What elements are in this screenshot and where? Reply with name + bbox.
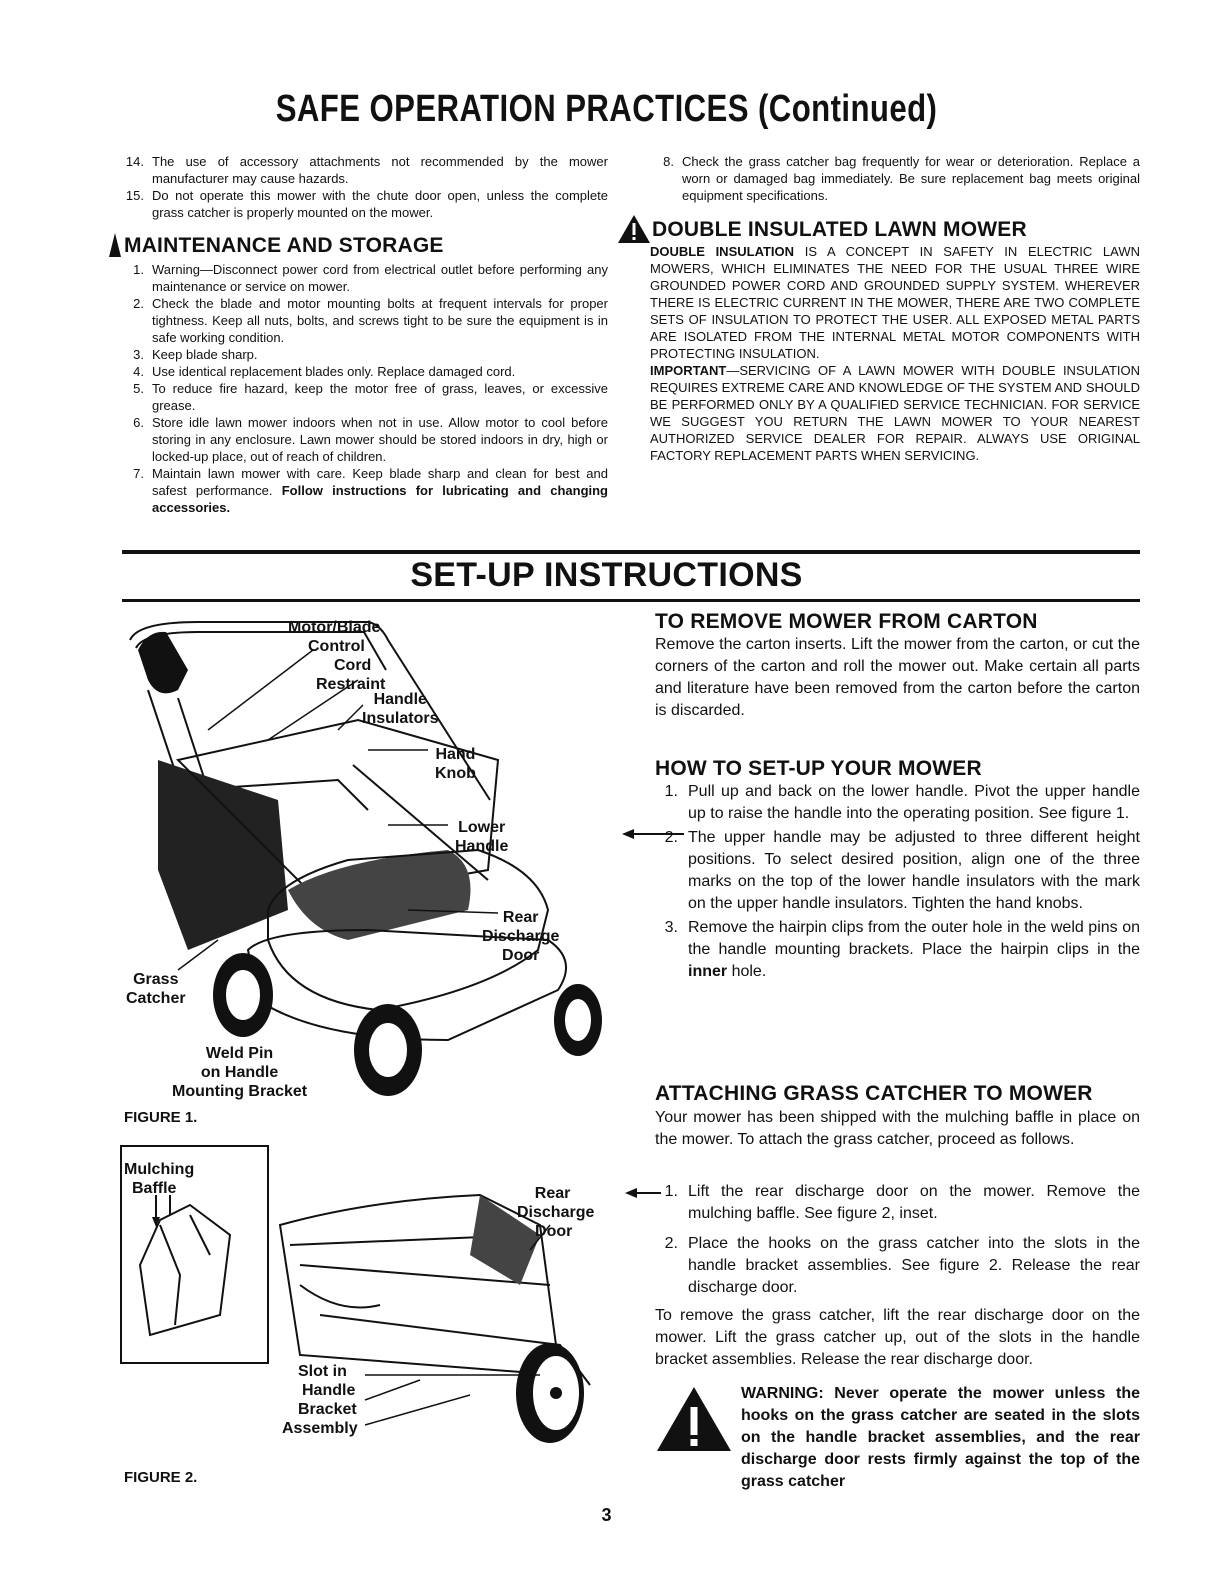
warning-triangle-icon	[617, 214, 651, 244]
label-motor-blade: Motor/Blade Control Cord Restraint	[288, 619, 386, 693]
page-title: SAFE OPERATION PRACTICES (Continued)	[275, 88, 938, 130]
label-rear-discharge-door-2: Rear Discharge Door	[517, 1185, 595, 1240]
remove-text: Remove the carton inserts. Lift the mower from the carton, or cut the corners of the carton and roll the mower out. Make certain all parts and literature have been removed from the carton before the carton is discarded.	[655, 636, 1140, 719]
warning-icon	[108, 231, 122, 261]
divider-top	[122, 550, 1140, 554]
list-item: 2. The upper handle may be adjusted to three different height positions. To select desired position, align one of the three marks on the top of the lower handle insulators with the mark on the upper handle insulators. Tighten the hand knobs.	[664, 829, 1140, 912]
list-item: 8. Check the grass catcher bag frequently for wear or deterioration. Replace a worn or damaged bag immediately. Be sure replacement bag meets original equipment specifications.	[663, 154, 1140, 203]
attach-intro: Your mower has been shipped with the mulching baffle in place on the mower. To attach the grass catcher, proceed as follows.	[655, 1109, 1140, 1148]
label-hand-knob: Hand Knob	[435, 746, 476, 782]
maintenance-list	[120, 261, 608, 516]
list-item: 1. Warning—Disconnect power cord from electrical outlet before performing any maintenance or service on mower.	[133, 262, 608, 294]
figure-2-caption: FIGURE 2.	[124, 1469, 198, 1486]
list-item: 6. Store idle lawn mower indoors when not in use. Allow motor to cool before storing in any enclosure. Lawn mower should be stored indoors in dry, high or locked-up place, out of reach of children.	[133, 415, 608, 464]
howto-list	[660, 781, 1140, 983]
list-item: 3. Keep blade sharp.	[133, 347, 258, 362]
double-insulated-text: DOUBLE INSULATION IS A CONCEPT IN SAFETY IN ELECTRIC LAWN MOWERS, WHICH ELIMINATES THE NEED FOR THE USUAL THREE WIRE GROUNDED POWER CORD AND GROUNDED SUPPLY SYSTEM. WHEREVER THERE IS ELECTRIC CURRENT IN THE MOWER, THERE ARE TWO COMPLETE SETS OF INSULATION TO PROTECT THE USER. ALL EXPOSED METAL PARTS ARE ISOLATED FROM THE INTERNAL METAL MOTOR COMPONENTS WITH PROTECTING INSULATION. IMPORTANT—SERVICING OF A LAWN MOWER WITH DOUBLE INSULATION REQUIRES EXTREME CARE AND KNOWLEDGE OF THE SYSTEM AND SHOULD BE PERFORMED ONLY BY A QUALIFIED SERVICE TECHNICIAN. FOR SERVICE WE SUGGEST YOU RETURN THE LAWN MOWER TO YOUR NEAREST AUTHORIZED SERVICE DEALER FOR REPAIR. ALWAYS USE ORIGINAL FACTORY REPLACEMENT PARTS WHEN SERVICING.	[650, 244, 1140, 463]
remove-heading: TO REMOVE MOWER FROM CARTON	[655, 610, 1038, 633]
remove-catcher-text: To remove the grass catcher, lift the rear discharge door on the mower. Lift the grass catcher up, out of the slots in the handle bracket assemblies. Release the rear discharge door.	[655, 1307, 1140, 1368]
pointer-arrow-icon	[625, 1187, 661, 1199]
howto-heading: HOW TO SET-UP YOUR MOWER	[655, 757, 982, 780]
list-item: 15. Do not operate this mower with the chute door open, unless the complete grass catcher is properly mounted on the mower.	[125, 188, 608, 220]
list-item: 2. Check the blade and motor mounting bolts at frequent intervals for proper tightness. Keep all nuts, bolts, and screws tight to be sure the equipment is in safe working condition.	[133, 296, 608, 345]
list-item: 7. Maintain lawn mower with care. Keep blade sharp and clean for best and safest performance. Follow instructions for lubricating and changing accessories.	[133, 466, 608, 515]
setup-title: SET-UP INSTRUCTIONS	[410, 556, 803, 594]
page-number: 3	[601, 1505, 612, 1525]
label-mulching-baffle: Mulching Baffle	[124, 1161, 195, 1197]
figure-1-caption: FIGURE 1.	[124, 1109, 198, 1126]
label-handle-insulators: Handle Insulators	[362, 691, 439, 727]
warning-text: WARNING: Never operate the mower unless the hooks on the grass catcher are seated in the slots on the handle bracket assemblies, and the rear discharge door rests firmly against the top of the grass catcher	[741, 1385, 1140, 1490]
list-item: 4. Use identical replacement blades only. Replace damaged cord.	[133, 364, 516, 379]
double-insulated-heading: DOUBLE INSULATED LAWN MOWER	[652, 218, 1027, 241]
attach-heading: ATTACHING GRASS CATCHER TO MOWER	[655, 1082, 1093, 1105]
label-grass-catcher: Grass Catcher	[126, 971, 186, 1007]
divider-bottom	[122, 599, 1140, 602]
label-slot-in-handle-bracket: Slot in Handle Bracket Assembly	[282, 1363, 358, 1437]
item-8	[650, 153, 1140, 204]
list-item: 14. The use of accessory attachments not recommended by the mower manufacturer may cause hazards.	[125, 154, 608, 186]
maintenance-heading: MAINTENANCE AND STORAGE	[124, 234, 444, 257]
list-item: 5. To reduce fire hazard, keep the motor free of grass, leaves, or excessive grease.	[133, 381, 608, 413]
list-item: 1. Pull up and back on the lower handle. Pivot the upper handle up to raise the handle into the operating position. See figure 1.	[664, 783, 1140, 822]
label-lower-handle: Lower Handle	[455, 819, 509, 855]
label-rear-discharge-door: Rear Discharge Door	[482, 909, 560, 964]
pointer-arrow-icon	[622, 828, 684, 840]
label-weld-pin: Weld Pin on Handle Mounting Bracket	[172, 1045, 308, 1100]
list-item: 1. Lift the rear discharge door on the mower. Remove the mulching baffle. See figure 2, inset.	[664, 1183, 1140, 1222]
attach-list	[660, 1181, 1140, 1299]
list-item: 3. Remove the hairpin clips from the outer hole in the weld pins on the handle mounting brackets. Place the hairpin clips in the inner hole.	[664, 919, 1140, 980]
intro-list	[120, 153, 608, 221]
warning-triangle-icon	[655, 1385, 733, 1453]
list-item: 2. Place the hooks on the grass catcher into the slots in the handle bracket assemblies. See figure 2. Release the rear discharge door.	[664, 1235, 1140, 1296]
